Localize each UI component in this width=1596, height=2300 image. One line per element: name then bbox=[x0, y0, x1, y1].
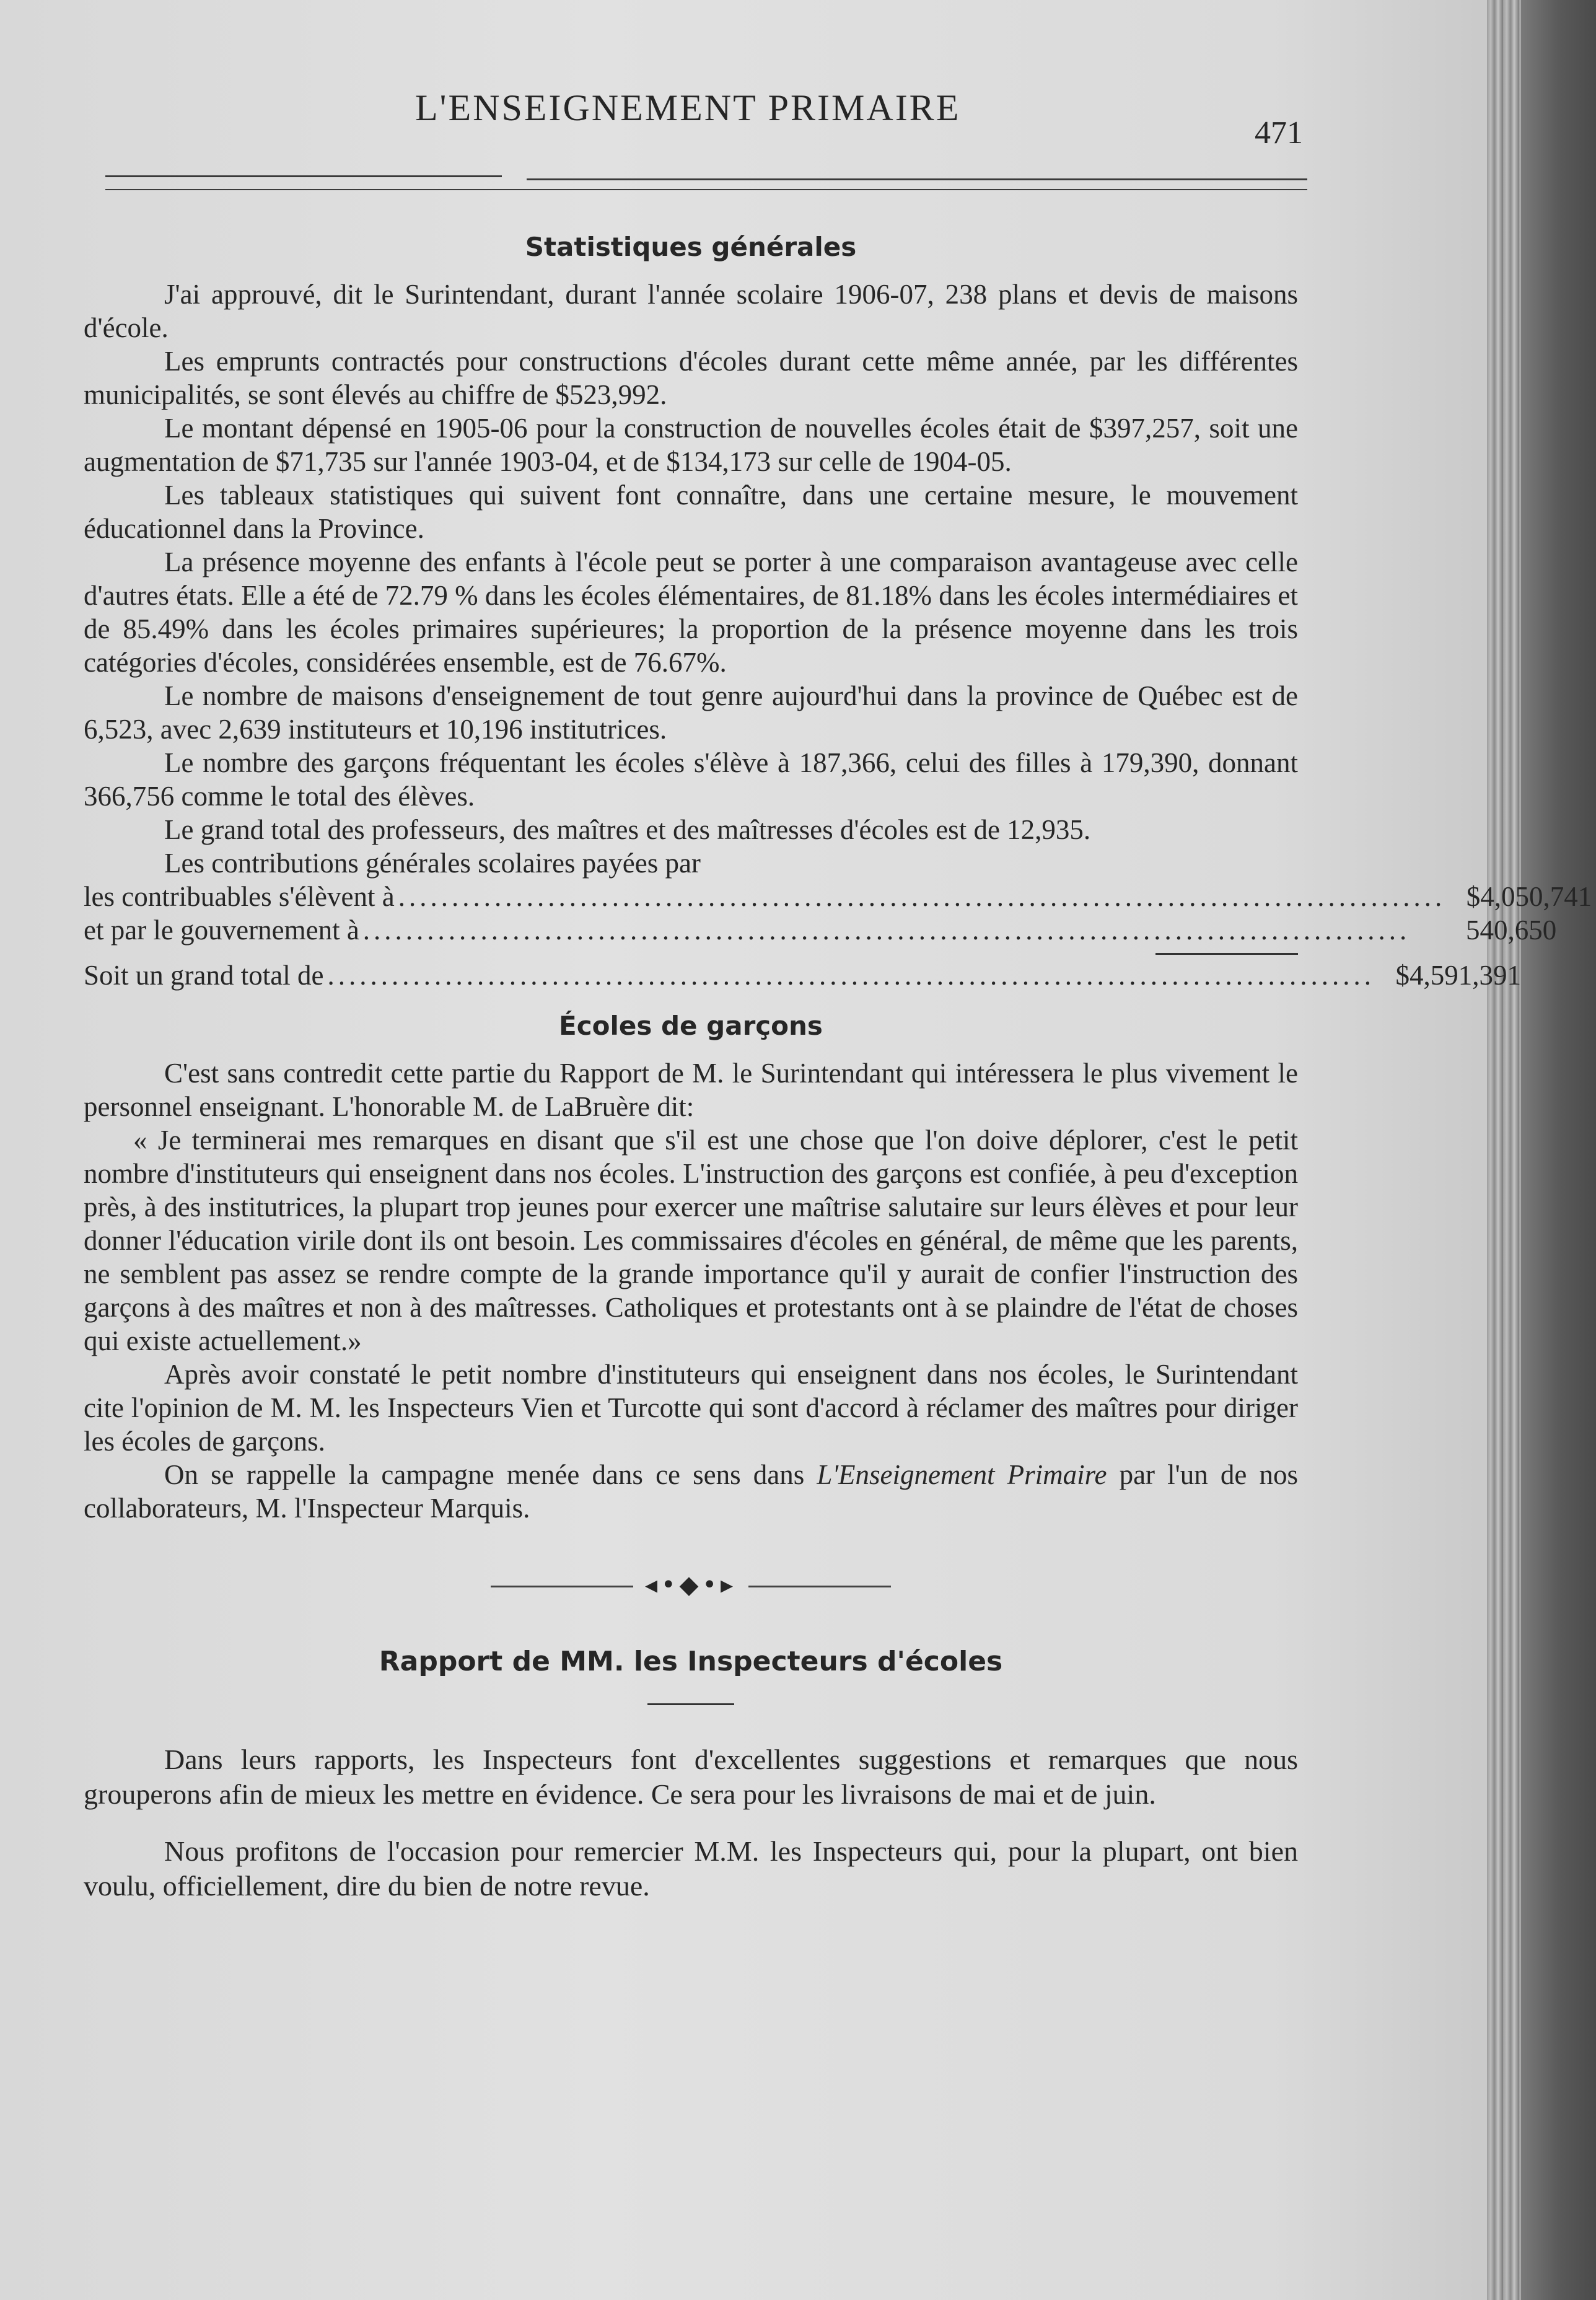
paragraph: Nous profitons de l'occasion pour remercier M.M. les Inspecteurs qui, pour la plupart, ont bien voulu, officiellement, dire du bien de notre revue. bbox=[84, 1835, 1298, 1902]
paragraph: Dans leurs rapports, les Inspecteurs font d'excellentes suggestions et remarques que nous grouperons afin de mieux les mettre en évidence. Ce sera pour les livraisons de mai et de juin. bbox=[84, 1744, 1298, 1810]
leader-dots: .................................................................................................. bbox=[398, 881, 1446, 912]
section-divider-ornament bbox=[84, 1568, 1298, 1602]
paragraph: Les contributions générales scolaires payées par bbox=[164, 848, 701, 879]
paragraph bbox=[84, 1458, 1298, 1525]
paragraph: C'est sans contredit cette partie du Rapport de M. le Surintendant qui intéressera le plus vivement le personnel enseignant. L'honorable M. de LaBruère dit: bbox=[84, 1058, 1298, 1122]
paragraph: Les emprunts contractés pour constructions d'écoles durant cette même année, par les différentes municipalités, se sont élevés au chiffre de $523,992. bbox=[84, 346, 1298, 410]
finance-row-contribuables bbox=[84, 880, 1592, 913]
divider-line bbox=[748, 1586, 891, 1587]
paragraph: La présence moyenne des enfants à l'école peut se porter à une comparaison avantageuse avec celle d'autres états. Elle a été de 72.79 % dans les écoles élémentaires, de 81.18% dans les écoles intermédiaires et de 85.49% dans les écoles primaires supérieures; la proportion de la présence moyenne dans les trois catégories d'écoles, considérées ensemble, est de 76.67%. bbox=[84, 546, 1298, 678]
divider-line bbox=[491, 1586, 633, 1587]
finance-label: et par le gouvernement à bbox=[84, 915, 359, 946]
book-spine-shadow bbox=[1521, 0, 1596, 2300]
running-head: L'ENSEIGNEMENT PRIMAIRE bbox=[415, 87, 961, 128]
finance-label: Soit un grand total de bbox=[84, 960, 324, 991]
finance-row-gouvernement bbox=[84, 913, 1557, 947]
finance-amount: $4,050,741 bbox=[1466, 881, 1592, 912]
page-number: 471 bbox=[1255, 115, 1303, 151]
finance-amount: 540,650 bbox=[1466, 915, 1557, 946]
paragraph: Les tableaux statistiques qui suivent font connaître, dans une certaine mesure, le mouvement éducationnel dans la Province. bbox=[84, 480, 1298, 544]
paragraph: Après avoir constaté le petit nombre d'instituteurs qui enseignent dans nos écoles, le Surintendant cite l'opinion de M. M. les Inspecteurs Vien et Turcotte qui sont d'accord à réclamer des maîtres pour diriger les écoles de garçons. bbox=[84, 1359, 1298, 1457]
text-run: par l'un de nos collaborateurs, M. l'Inspecteur Marquis. bbox=[84, 1459, 1299, 1524]
section-rapport bbox=[84, 1742, 1298, 1903]
paragraph: Le grand total des professeurs, des maîtres et des maîtresses d'écoles est de 12,935. bbox=[164, 814, 1091, 845]
finance-label: les contribuables s'élèvent à bbox=[84, 881, 395, 912]
leader-dots: .................................................................................................. bbox=[327, 960, 1375, 991]
journal-title: L'Enseignement Primaire bbox=[817, 1459, 1107, 1490]
paragraph: J'ai approuvé, dit le Surintendant, durant l'année scolaire 1906-07, 238 plans et devis de maisons d'école. bbox=[84, 279, 1298, 343]
text-run: On se rappelle la campagne menée dans ce sens dans bbox=[164, 1459, 817, 1490]
section-title-ecoles-garcons: Écoles de garçons bbox=[559, 1011, 823, 1041]
paragraph: « Je terminerai mes remarques en disant que s'il est une chose que l'on doive déplorer, c'est le petit nombre d'instituteurs qui enseignent dans nos écoles. L'instruction des garçons est confiée, à peu d'exception près, à des institutrices, la plupart trop jeunes pour exercer une maîtrise salutaire sur leurs élèves et pour leur donner l'éducation virile dont ils ont besoin. Les commissaires d'écoles en général, de même que les parents, ne semblent pas assez se rendre compte de la grande importance qu'il y aurait de confier l'instruction des garçons à des maîtres et non à des maîtresses. Catholiques et protestants ont à se plaindre de l'état de choses qui existe actuellement.» bbox=[84, 1125, 1298, 1356]
paragraph: Le nombre de maisons d'enseignement de tout genre aujourd'hui dans la province de Québec est de 6,523, avec 2,639 instituteurs et 10,196 institutrices. bbox=[84, 680, 1298, 745]
section-title-rapport-inspecteurs: Rapport de MM. les Inspecteurs d'écoles bbox=[379, 1646, 1003, 1677]
finance-amount: $4,591,391 bbox=[1395, 960, 1521, 991]
header-rule-bottom bbox=[105, 189, 1307, 190]
section-title-statistiques: Statistiques générales bbox=[525, 232, 857, 262]
sum-rule bbox=[1155, 953, 1298, 955]
finance-row-total bbox=[84, 959, 1521, 992]
title-underline bbox=[647, 1703, 734, 1705]
paragraph: Le nombre des garçons fréquentant les écoles s'élève à 187,366, celui des filles à 179,390, donnant 366,756 comme le total des élèves. bbox=[84, 747, 1298, 812]
paragraph: Le montant dépensé en 1905-06 pour la construction de nouvelles écoles était de $397,257, soit une augmentation de $71,735 sur l'année 1903-04, et de $134,173 sur celle de 1904-05. bbox=[84, 413, 1298, 477]
header-rule-right bbox=[527, 178, 1307, 180]
leader-dots: .................................................................................................. bbox=[362, 915, 1411, 946]
header-rule-left bbox=[105, 175, 502, 177]
page-content bbox=[84, 217, 1592, 1926]
ornament-glyph: ◂•◆•▸ bbox=[644, 1571, 737, 1599]
